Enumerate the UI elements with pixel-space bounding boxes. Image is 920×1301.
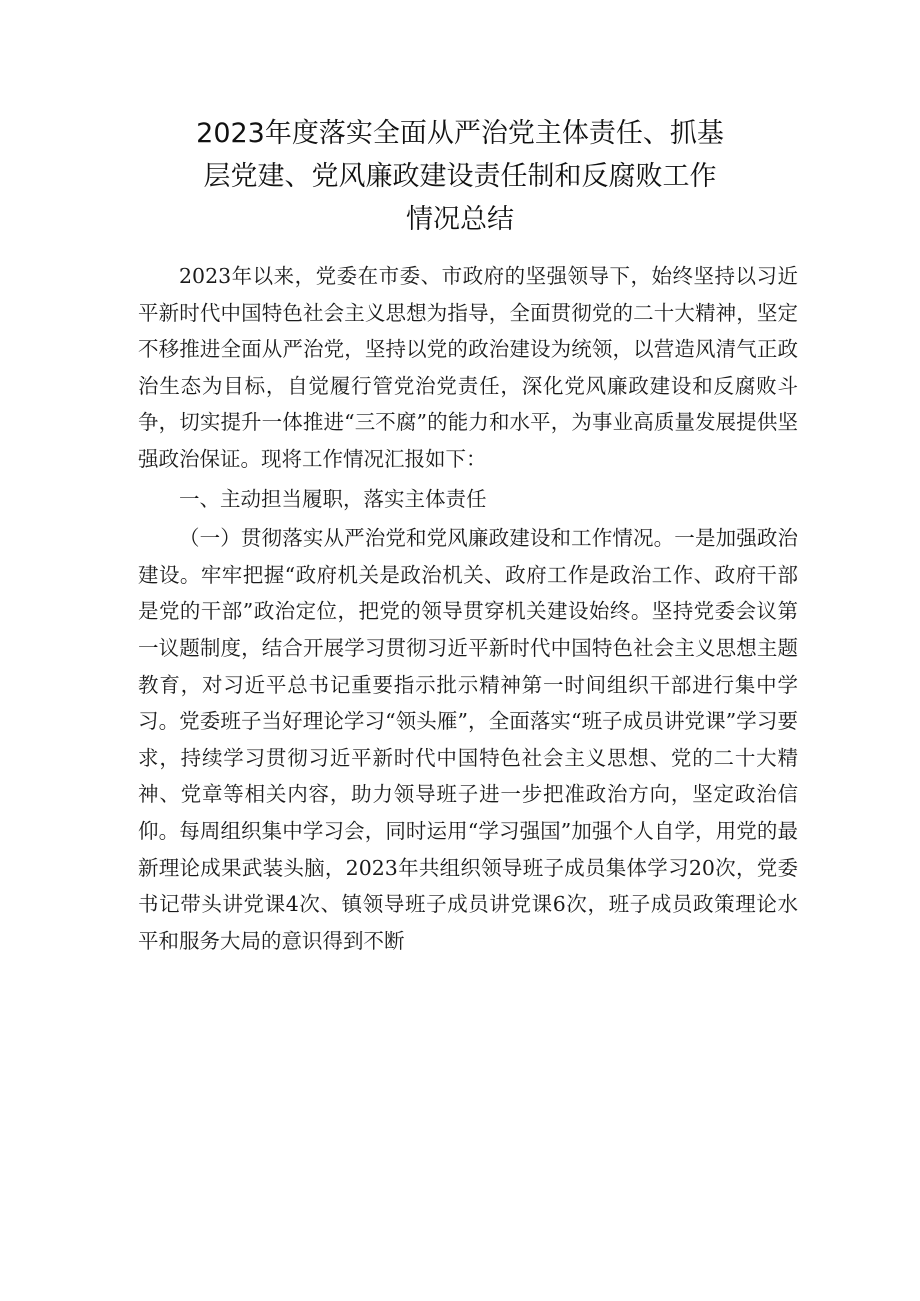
document-body (138, 258, 798, 959)
title-line-2: 层党建、党风廉政建设责任制和反腐败工作 (203, 161, 717, 192)
section-heading: 一、主动担当履职，落实主体责任 (179, 486, 487, 511)
intro-paragraph: 2023年以来，党委在市委、市政府的坚强领导下，始终坚持以习近平新时代中国特色社会主义思想为指导，全面贯彻党的二十大精神，坚定不移推进全面从严治党，坚持以党的政治建设为统领，以营造风清气正政治生态为目标，自觉履行管党治党责任，深化党风廉政建设和反腐败斗争，切实提升一体推进“三不腐”的能力和水平，为事业高质量发展提供坚强政治保证。现将工作情况汇报如下： (138, 264, 798, 471)
title-line-1: 2023年度落实全面从严治党主体责任、抓基 (196, 118, 724, 149)
subsection-paragraph: （一）贯彻落实从严治党和党风廉政建设和工作情况。一是加强政治建设。牢牢把握“政府机关是政治机关、政府工作是政治工作、政府干部是党的干部”政治定位，把党的领导贯穿机关建设始终。坚持党委会议第一议题制度，结合开展学习贯彻习近平新时代中国特色社会主义思想主题教育，对习近平总书记重要指示批示精神第一时间组织干部进行集中学习。党委班子当好理论学习“领头雁”，全面落实“班子成员讲党课”学习要求，持续学习贯彻习近平新时代中国特色社会主义思想、党的二十大精神、党章等相关内容，助力领导班子进一步把准政治方向，坚定政治信仰。每周组织集中学习会，同时运用“学习强国”加强个人自学，用党的最新理论成果武装头脑，2023年共组织领导班子成员集体学习20次，党委书记带头讲党课4次、镇领导班子成员讲党课6次，班子成员政策理论水平和服务大局的意识得到不断 (138, 526, 798, 953)
document-title (120, 112, 800, 241)
title-line-3: 情况总结 (406, 204, 514, 235)
